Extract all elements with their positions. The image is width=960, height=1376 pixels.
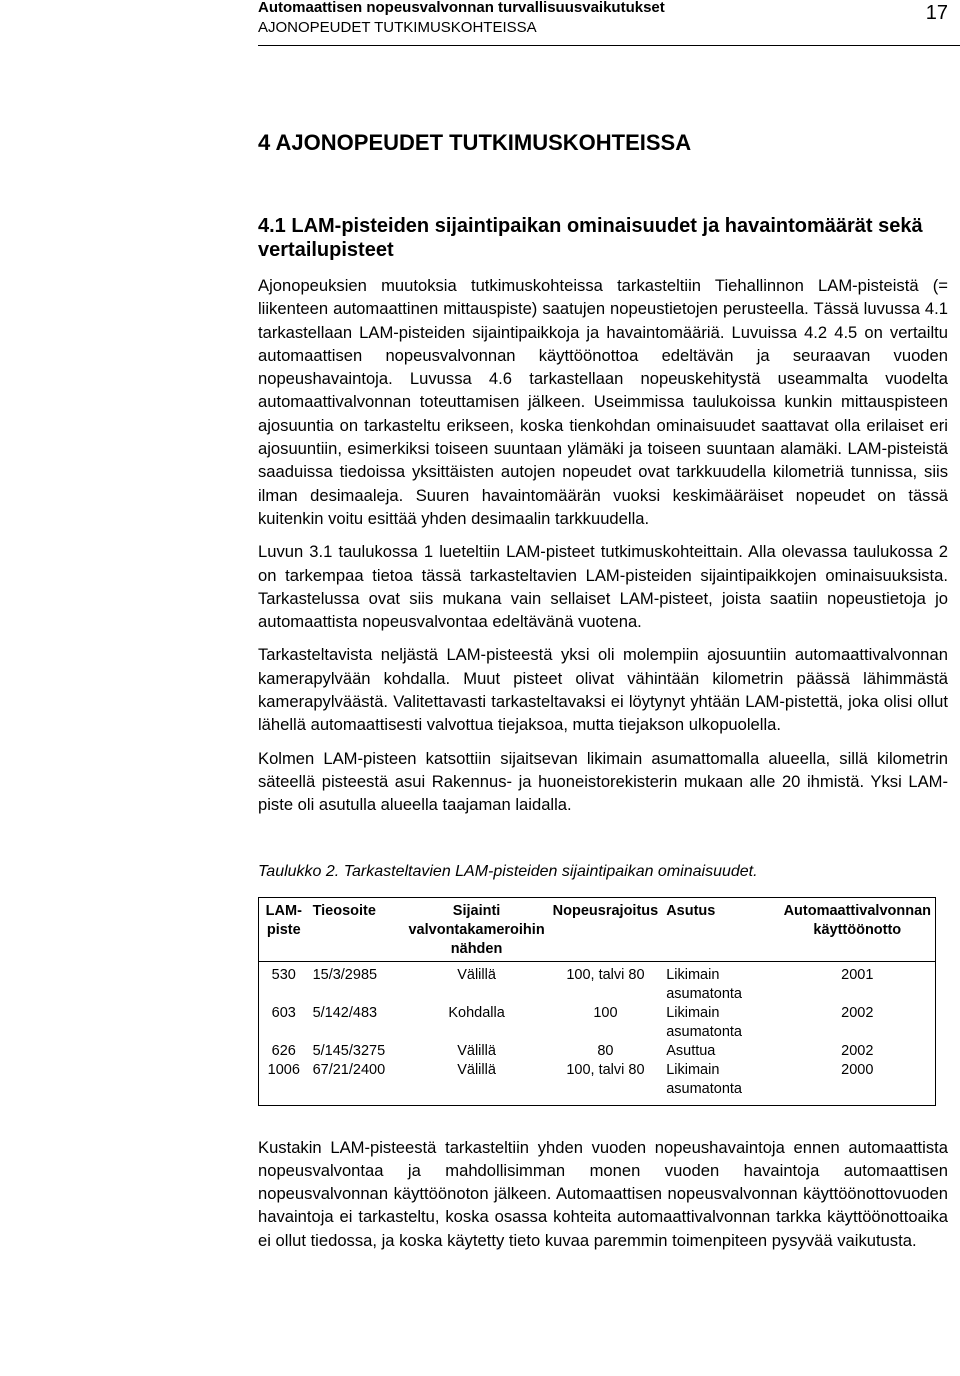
table-cell: 2001 xyxy=(841,966,874,983)
table-caption: Taulukko 2. Tarkasteltavien LAM-pisteiden sijaintipaikan ominaisuudet. xyxy=(258,862,758,880)
body-paragraph: Luvun 3.1 taulukossa 1 lueteltiin LAM-pisteet tutkimuskohteittain. Alla olevassa taulukossa 2 on tarkempaa tietoa tässä tarkasteltavien LAM-pisteiden sijaintipaikkojen ominaisuuksista. Tarkastelussa ovat siis mukana vain sellaiset LAM-pisteet, joista saatiin nopeustietoja jo automaattista nopeusvalvontaa edeltävänä vuotena. xyxy=(258,542,948,632)
table-cell: 5/142/483 xyxy=(312,1004,378,1021)
table-cell: Likimain asumatonta xyxy=(666,1061,742,1097)
lam-points-table xyxy=(258,897,936,1106)
section-heading: 4 AJONOPEUDET TUTKIMUSKOHTEISSA xyxy=(258,130,692,155)
body-paragraph: Kolmen LAM-pisteen katsottiin sijaitsevan likimain asumattomalla alueella, sillä kilometrin säteellä pisteestä asui Rakennus- ja huoneistorekisterin mukaan alle 20 ihmistä. Yksi LAM-piste oli asutulla alueella taajaman laidalla. xyxy=(258,748,948,815)
table-cell: 2000 xyxy=(841,1061,874,1078)
table-row xyxy=(259,1061,936,1106)
table-cell: Asuttua xyxy=(666,1042,716,1059)
subsection-heading: 4.1 LAM-pisteiden sijaintipaikan ominaisuudet ja havaintomäärät sekä vertailupisteet xyxy=(258,215,923,261)
table-cell: 530 xyxy=(271,966,296,983)
table-header-row xyxy=(259,897,936,961)
body-paragraph: Kustakin LAM-pisteestä tarkasteltiin yhden vuoden nopeushavaintoja ennen automaattista nopeusvalvontaa ja mahdollisimman monen vuoden havaintoja automaattisen nopeusvalvonnan käyttöönoton jälkeen. Automaattisen nopeusvalvonnan käyttöönottovuoden havaintoja ei tarkasteltu, koska osassa kohteita automaattivalvonnan tarkka käyttöönottoaika ei ollut tiedossa, ja koska käytetty tieto kuvaa paremmin toimenpiteen pysyvää vaikutusta. xyxy=(258,1137,948,1250)
table-cell: Välillä xyxy=(457,1061,496,1078)
table-cell: 15/3/2985 xyxy=(312,966,378,983)
column-header-lam-piste: LAM-piste xyxy=(259,897,309,961)
column-header-asutus: Asutus xyxy=(662,897,779,961)
column-header-tieosoite: Tieosoite xyxy=(309,897,405,961)
table-row xyxy=(259,961,936,1004)
table-cell: Välillä xyxy=(457,1042,496,1059)
table-cell: 100 xyxy=(593,1004,618,1021)
table-cell: 2002 xyxy=(841,1042,874,1059)
body-paragraph: Tarkasteltavista neljästä LAM-pisteestä yksi oli molempiin ajosuuntiin automaattivalvonnan kamerapylvään kohdalla. Muut pisteet olivat vähintään kilometrin päässä lähimmästä kamerapylväästä. Valitettavasti tarkasteltavaksi ei löytynyt yhtään LAM-pistettä, joka olisi ollut lähellä automaattisesti valvottua tiejaksoa, mutta tiejakson ulkopuolella. xyxy=(258,645,948,735)
table-cell: Likimain asumatonta xyxy=(666,966,742,1002)
table-cell: 1006 xyxy=(267,1061,300,1078)
table-cell: 67/21/2400 xyxy=(312,1061,386,1078)
page-content xyxy=(258,128,948,1252)
table-cell: 2002 xyxy=(841,1004,874,1021)
table-cell: Kohdalla xyxy=(448,1004,505,1021)
table-cell: 80 xyxy=(597,1042,614,1059)
table-cell: Likimain asumatonta xyxy=(666,1004,742,1040)
table-cell: Välillä xyxy=(457,966,496,983)
running-header-title: Automaattisen nopeusvalvonnan turvallisuusvaikutukset xyxy=(258,0,665,16)
body-paragraph: Ajonopeuksien muutoksia tutkimuskohteissa tarkasteltiin Tiehallinnon LAM-pisteistä (= liikenteen automaattinen mittauspiste) saatujen nopeustietojen perusteella. Tässä luvussa 4.1 tarkastellaan LAM-pisteiden sijaintipaikkoja ja havaintomääriä. Luvuissa 4.2 4.5 on vertailtu automaattisen nopeusvalvonnan käyttöönottoa edeltävän ja seuraavan vuoden nopeushavaintoja. Luvussa 4.6 tarkastellaan nopeuskehitystä useammalta vuodelta automaattivalvonnan toteuttamisen jälkeen. Useimmissa taulukoissa kunkin mittauspisteen ajosuuntia on tarkasteltu erikseen, koska tienkohdan ominaisuudet saattavat olla erilaiset eri ajosuuntiin, esimerkiksi toiseen suuntaan ylämäki ja toiseen suuntaan alamäki. LAM-pisteistä saaduissa tiedoissa yksittäisten autojen nopeudet ovat tarkkuudella kilometriä tunnissa, siis ilman desimaaleja. Suuren havaintomäärän vuoksi keskimääräiset nopeudet on tässä kuitenkin voitu esittää yhden desimaalin tarkkuudella. xyxy=(258,276,948,528)
running-header-subtitle: AJONOPEUDET TUTKIMUSKOHTEISSA xyxy=(258,19,537,36)
table-row xyxy=(259,1004,936,1042)
header-divider xyxy=(258,45,960,46)
table-cell: 100, talvi 80 xyxy=(566,1061,645,1078)
table-cell: 100, talvi 80 xyxy=(566,966,645,983)
table-cell: 626 xyxy=(271,1042,296,1059)
table-cell: 5/145/3275 xyxy=(312,1042,386,1059)
running-header xyxy=(258,0,948,38)
column-header-nopeusrajoitus: Nopeusrajoitus xyxy=(549,897,663,961)
table-row xyxy=(259,1042,936,1061)
page-number: 17 xyxy=(925,2,948,24)
table-cell: 603 xyxy=(271,1004,296,1021)
column-header-kayttoonotto: Automaattivalvonnan käyttöönotto xyxy=(780,897,936,961)
column-header-sijainti: Sijainti valvontakameroihin nähden xyxy=(404,897,548,961)
